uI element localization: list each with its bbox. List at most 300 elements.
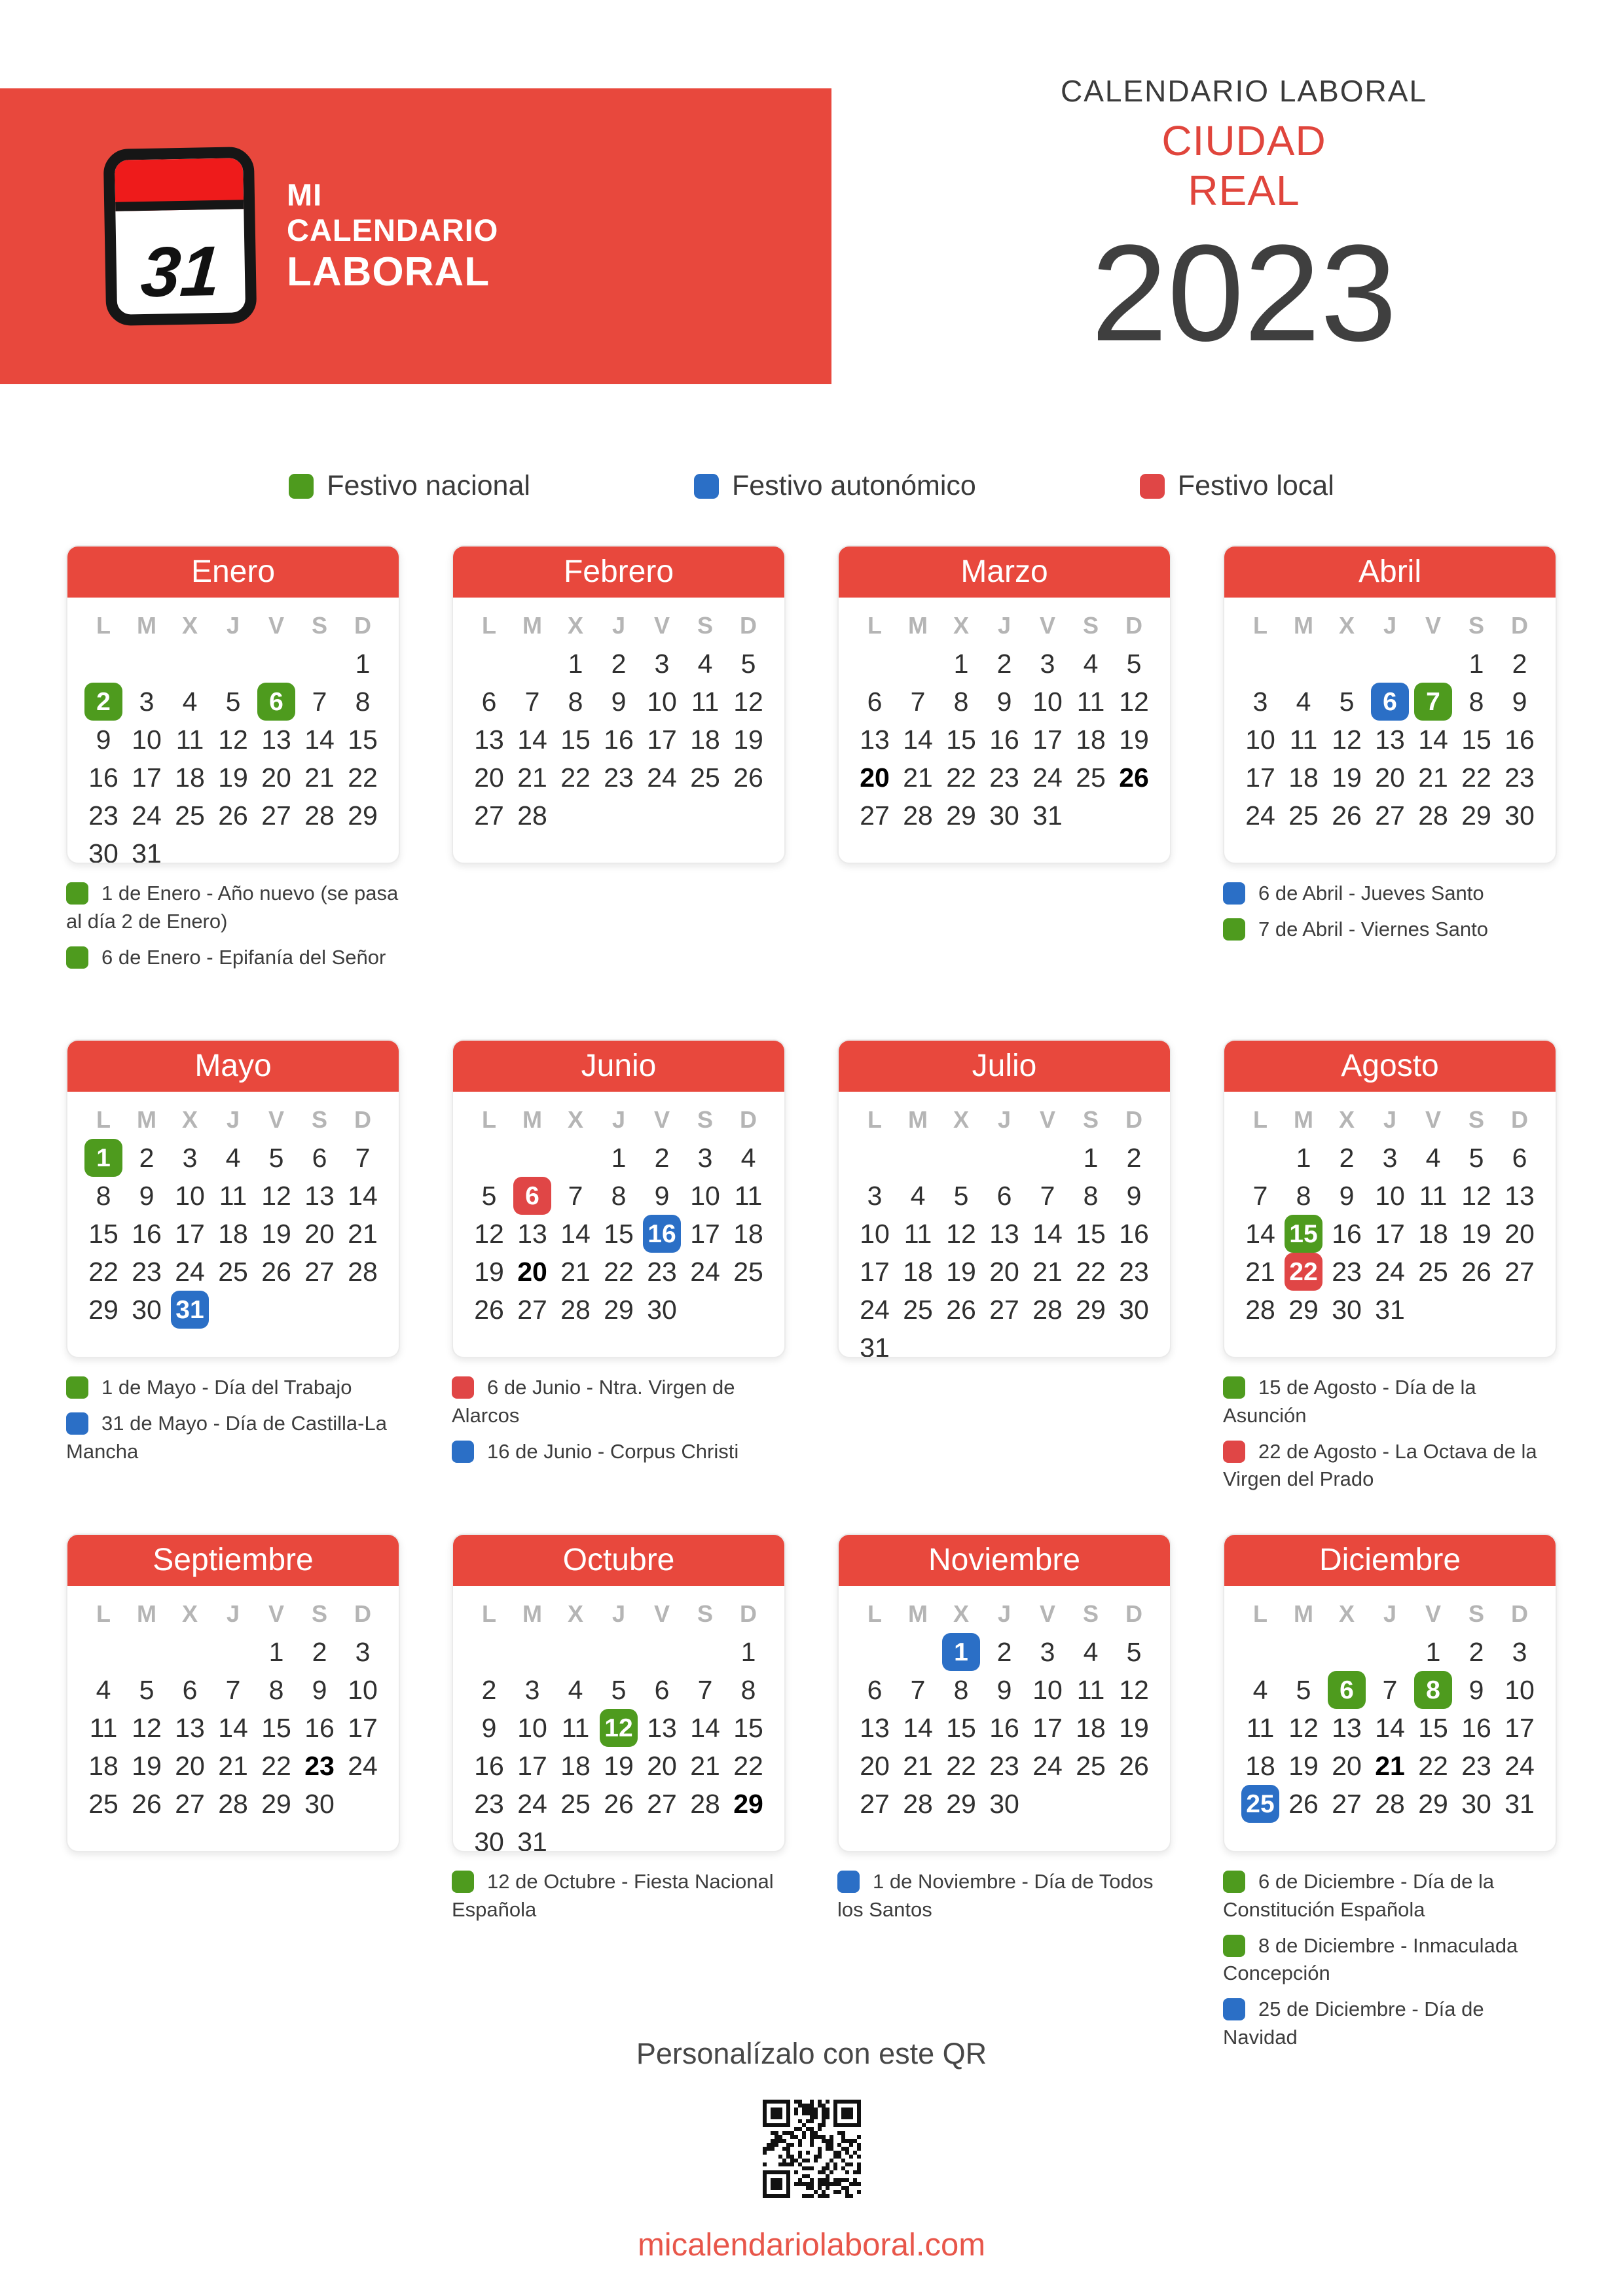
day-cell: 23 (604, 762, 634, 793)
day-cell: 22 (946, 762, 976, 793)
weekday-label: S (1082, 1600, 1099, 1627)
day-grid (467, 1139, 770, 1329)
day-cell: 24 (132, 800, 162, 831)
day-cell: 19 (1119, 1712, 1149, 1743)
weekday-label: V (268, 1600, 284, 1627)
day-cell: 4 (1083, 1636, 1099, 1667)
day-cell: 4 (225, 1142, 241, 1173)
day-cell: 21 (1375, 1750, 1405, 1781)
day-cell: 13 (860, 1712, 890, 1743)
day-cell: 26 (733, 762, 763, 793)
holiday-note: 1 de Noviembre - Día de Todos los Santos (837, 1870, 1154, 1921)
national-holiday-swatch-icon (66, 1376, 88, 1399)
day-cell: 23 (647, 1256, 677, 1287)
day-cell: 9 (139, 1180, 155, 1211)
day-cell: 12 (261, 1180, 291, 1211)
day-cell: 14 (903, 724, 933, 755)
weekday-header-row (853, 1101, 1156, 1139)
day-cell: 14 (1375, 1712, 1405, 1743)
month-card-marzo (837, 545, 1171, 864)
day-cell: 6 (867, 686, 883, 717)
day-cell: 5 (1296, 1674, 1311, 1705)
day-cell: 26 (218, 800, 248, 831)
day-cell: 24 (1504, 1750, 1535, 1781)
month-card-mayo (66, 1039, 400, 1358)
weekday-label: S (1082, 1106, 1099, 1133)
month-notes (837, 1868, 1171, 1924)
day-cell: 13 (860, 724, 890, 755)
weekday-label: S (311, 1600, 327, 1627)
day-cell: 30 (1461, 1788, 1491, 1819)
day-cell: 13 (1504, 1180, 1535, 1211)
weekday-label: M (522, 1600, 542, 1627)
day-cell: 21 (348, 1218, 378, 1249)
day-cell: 3 (1040, 648, 1055, 679)
day-cell: 9 (1339, 1180, 1355, 1211)
month-title: Mayo (66, 1039, 400, 1092)
day-cell: 30 (989, 1788, 1019, 1819)
weekday-label: S (1468, 1106, 1484, 1133)
weekday-header-row (1239, 1595, 1541, 1633)
day-cell: 5 (1339, 686, 1355, 717)
day-cell: 25 (1288, 800, 1319, 831)
day-cell: 5 (611, 1674, 627, 1705)
weekday-header-row (1239, 1101, 1541, 1139)
day-cell: 6 (654, 1674, 670, 1705)
day-cell: 15 (88, 1218, 119, 1249)
day-cell: 20 (1375, 762, 1405, 793)
month-block-enero (66, 545, 400, 1039)
day-cell: 3 (1382, 1142, 1398, 1173)
month-card-enero (66, 545, 400, 864)
day-cell: 29 (1076, 1294, 1106, 1325)
day-cell: 3 (524, 1674, 540, 1705)
legend-label-local: Festivo local (1177, 470, 1334, 501)
day-cell: 6 (312, 1142, 327, 1173)
day-cell: 7 (1382, 1674, 1398, 1705)
day-cell: 10 (1245, 724, 1275, 755)
month-title: Junio (452, 1039, 786, 1092)
day-cell: 17 (132, 762, 162, 793)
month-card-junio (452, 1039, 786, 1358)
month-block-diciembre (1223, 1534, 1557, 2049)
day-cell: 21 (517, 762, 547, 793)
day-cell: 1 (740, 1636, 756, 1667)
day-cell: 24 (1375, 1256, 1405, 1287)
day-cell: 30 (88, 838, 119, 864)
day-cell: 17 (647, 724, 677, 755)
day-cell: 20 (860, 762, 890, 793)
weekday-label: J (611, 612, 626, 639)
day-cell: 14 (903, 1712, 933, 1743)
day-cell: 14 (348, 1180, 378, 1211)
day-cell: 12 (474, 1218, 504, 1249)
weekday-header-row (82, 1595, 384, 1633)
weekday-label: X (1338, 1600, 1355, 1627)
day-cell: 18 (1076, 1712, 1106, 1743)
day-cell: 18 (175, 762, 205, 793)
day-cell: 25 (560, 1788, 591, 1819)
day-cell: 14 (304, 724, 335, 755)
day-cell: 27 (1375, 800, 1405, 831)
day-cell: 16 (1332, 1218, 1362, 1249)
weekday-label: V (1425, 612, 1441, 639)
day-cell: 7 (225, 1674, 241, 1705)
day-cell: 3 (697, 1142, 713, 1173)
month-block-octubre (452, 1534, 786, 2028)
day-cell: 11 (1076, 1674, 1105, 1705)
day-cell: 1 (1296, 1142, 1311, 1173)
day-cell: 15 (1418, 1712, 1448, 1743)
day-cell: 3 (182, 1142, 198, 1173)
day-cell: 23 (88, 800, 119, 831)
holiday-day-autonomic: 16 (643, 1215, 681, 1253)
day-cell: 23 (989, 1750, 1019, 1781)
day-cell: 5 (953, 1180, 969, 1211)
day-cell: 13 (304, 1180, 335, 1211)
day-cell: 25 (1418, 1256, 1448, 1287)
month-body (839, 1092, 1170, 1358)
day-cell: 4 (1296, 686, 1311, 717)
day-cell: 17 (1032, 1712, 1063, 1743)
day-grid (853, 645, 1156, 834)
day-cell: 30 (474, 1826, 504, 1852)
day-cell: 28 (903, 1788, 933, 1819)
local-holiday-swatch-icon (1140, 474, 1165, 499)
holiday-note: 8 de Diciembre - Inmaculada Concepción (1223, 1933, 1518, 1985)
day-cell: 26 (1461, 1256, 1491, 1287)
autonomic-holiday-swatch-icon (66, 1412, 88, 1435)
day-cell: 22 (733, 1750, 763, 1781)
day-grid (82, 1633, 384, 1823)
weekday-label: M (1294, 1106, 1313, 1133)
day-cell: 23 (1461, 1750, 1491, 1781)
day-cell: 31 (860, 1332, 890, 1358)
day-cell: 2 (611, 648, 627, 679)
day-cell: 21 (903, 762, 933, 793)
day-cell: 24 (647, 762, 677, 793)
day-cell: 24 (1245, 800, 1275, 831)
day-cell: 20 (175, 1750, 205, 1781)
day-cell: 29 (1418, 1788, 1448, 1819)
day-cell: 5 (139, 1674, 155, 1705)
day-cell: 11 (219, 1180, 247, 1211)
day-cell: 15 (1076, 1218, 1106, 1249)
brand-line-calendario: CALENDARIO (287, 213, 499, 248)
day-cell: 20 (989, 1256, 1019, 1287)
holiday-day-autonomic: 31 (171, 1291, 209, 1329)
holiday-note: 15 de Agosto - Día de la Asunción (1223, 1376, 1476, 1427)
day-cell: 19 (946, 1256, 976, 1287)
day-cell: 9 (1512, 686, 1527, 717)
day-cell: 12 (1119, 686, 1149, 717)
day-cell: 4 (1252, 1674, 1268, 1705)
legend-item-local (1140, 470, 1334, 502)
month-body (839, 598, 1170, 834)
day-cell: 22 (88, 1256, 119, 1287)
day-cell: 4 (96, 1674, 111, 1705)
day-cell: 19 (1119, 724, 1149, 755)
day-cell: 8 (953, 1674, 969, 1705)
day-cell: 7 (355, 1142, 371, 1173)
day-cell: 26 (261, 1256, 291, 1287)
holiday-day-national: 15 (1285, 1215, 1322, 1253)
day-cell: 12 (1119, 1674, 1149, 1705)
day-cell: 27 (474, 800, 504, 831)
day-cell: 17 (1375, 1218, 1405, 1249)
month-title: Enero (66, 545, 400, 598)
day-cell: 21 (304, 762, 335, 793)
day-cell: 29 (604, 1294, 634, 1325)
day-cell: 7 (312, 686, 327, 717)
day-cell: 3 (1040, 1636, 1055, 1667)
holiday-day-local: 22 (1285, 1253, 1322, 1291)
day-cell (171, 1291, 209, 1329)
day-cell: 27 (175, 1788, 205, 1819)
month-block-febrero (452, 545, 786, 1039)
day-cell: 20 (517, 1256, 547, 1287)
day-cell: 29 (348, 800, 378, 831)
website-link[interactable]: micalendariolaboral.com (637, 2227, 986, 2263)
weekday-label: L (96, 1600, 111, 1627)
weekday-label: S (1468, 1600, 1484, 1627)
day-cell (84, 1139, 122, 1177)
national-holiday-swatch-icon (1223, 918, 1245, 941)
day-cell: 5 (481, 1180, 497, 1211)
weekday-label: S (311, 1106, 327, 1133)
weekday-label: V (653, 1600, 670, 1627)
month-card-septiembre (66, 1534, 400, 1852)
day-cell: 14 (560, 1218, 591, 1249)
day-cell: 5 (1126, 1636, 1142, 1667)
day-cell: 3 (1512, 1636, 1527, 1667)
weekday-label: S (1082, 612, 1099, 639)
day-cell: 21 (690, 1750, 720, 1781)
day-cell: 16 (989, 724, 1019, 755)
day-cell (1285, 1215, 1322, 1253)
day-cell: 13 (647, 1712, 677, 1743)
day-cell: 16 (989, 1712, 1019, 1743)
weekday-label: D (740, 1106, 757, 1133)
day-cell: 16 (604, 724, 634, 755)
day-cell: 17 (175, 1218, 205, 1249)
day-grid (467, 645, 770, 834)
weekday-header-row (853, 1595, 1156, 1633)
weekday-label: V (653, 1106, 670, 1133)
weekday-label: L (482, 1106, 496, 1133)
day-cell: 10 (517, 1712, 547, 1743)
day-cell: 18 (733, 1218, 763, 1249)
day-cell: 20 (1504, 1218, 1535, 1249)
month-title: Octubre (452, 1534, 786, 1586)
day-cell: 31 (1375, 1294, 1405, 1325)
day-cell: 31 (1032, 800, 1063, 831)
legend (0, 470, 1623, 502)
day-cell: 26 (474, 1294, 504, 1325)
weekday-label: D (354, 1106, 371, 1133)
day-cell: 23 (989, 762, 1019, 793)
day-cell: 25 (88, 1788, 119, 1819)
day-cell: 27 (647, 1788, 677, 1819)
day-cell: 2 (312, 1636, 327, 1667)
autonomic-holiday-swatch-icon (1223, 882, 1245, 905)
weekday-label: L (96, 612, 111, 639)
brand-wordmark (287, 177, 498, 296)
brand-line-laboral: LABORAL (287, 249, 490, 295)
day-cell: 1 (1083, 1142, 1099, 1173)
day-grid (82, 645, 384, 864)
autonomic-holiday-swatch-icon (1223, 1998, 1245, 2020)
weekday-label: L (96, 1106, 111, 1133)
autonomic-holiday-swatch-icon (837, 1871, 860, 1893)
day-grid (1239, 1139, 1541, 1329)
day-cell: 15 (1461, 724, 1491, 755)
day-cell: 8 (355, 686, 371, 717)
day-grid (1239, 645, 1541, 834)
month-body (1224, 598, 1556, 834)
day-cell: 30 (1332, 1294, 1362, 1325)
weekday-label: X (181, 1600, 198, 1627)
day-cell: 25 (733, 1256, 763, 1287)
day-cell: 13 (517, 1218, 547, 1249)
day-cell: 30 (1119, 1294, 1149, 1325)
day-cell: 13 (175, 1712, 205, 1743)
day-cell: 25 (690, 762, 720, 793)
day-cell: 31 (1504, 1788, 1535, 1819)
day-cell: 21 (1245, 1256, 1275, 1287)
local-holiday-swatch-icon (1223, 1441, 1245, 1463)
month-body (839, 1586, 1170, 1823)
day-cell: 28 (1245, 1294, 1275, 1325)
day-cell: 24 (1032, 762, 1063, 793)
day-cell: 4 (568, 1674, 583, 1705)
holiday-note: 6 de Diciembre - Día de la Constitución Española (1223, 1870, 1495, 1921)
weekday-label: M (1294, 1600, 1313, 1627)
day-cell (1241, 1785, 1279, 1823)
weekday-label: V (1039, 1106, 1055, 1133)
day-cell: 11 (734, 1180, 763, 1211)
weekday-label: J (1383, 612, 1397, 639)
day-cell: 15 (348, 724, 378, 755)
month-block-mayo (66, 1039, 400, 1534)
holiday-day-local: 6 (513, 1177, 551, 1215)
day-cell: 4 (1083, 648, 1099, 679)
holiday-day-national: 7 (1414, 683, 1452, 721)
day-cell: 20 (304, 1218, 335, 1249)
weekday-label: D (354, 1600, 371, 1627)
day-cell: 12 (733, 686, 763, 717)
day-cell: 11 (1289, 724, 1318, 755)
day-cell (942, 1633, 980, 1671)
day-cell: 14 (1418, 724, 1448, 755)
day-cell: 9 (481, 1712, 497, 1743)
day-cell: 16 (1119, 1218, 1149, 1249)
month-card-diciembre (1223, 1534, 1557, 1852)
month-card-julio (837, 1039, 1171, 1358)
day-cell: 23 (1332, 1256, 1362, 1287)
holiday-note: 12 de Octubre - Fiesta Nacional Española (452, 1870, 774, 1921)
day-cell: 11 (903, 1218, 932, 1249)
day-cell: 29 (1461, 800, 1491, 831)
holiday-note: 1 de Mayo - Día del Trabajo (66, 1374, 400, 1402)
weekday-label: M (1294, 612, 1313, 639)
day-cell: 9 (1468, 1674, 1484, 1705)
day-cell: 25 (1076, 762, 1106, 793)
month-title: Abril (1223, 545, 1557, 598)
weekday-header-row (1239, 607, 1541, 645)
day-cell: 9 (654, 1180, 670, 1211)
holiday-note: 31 de Mayo - Día de Castilla-La Mancha (66, 1411, 387, 1463)
day-cell: 26 (1119, 762, 1149, 793)
day-cell: 11 (1246, 1712, 1275, 1743)
day-cell: 30 (304, 1788, 335, 1819)
day-cell: 1 (953, 648, 969, 679)
holiday-note: 22 de Agosto - La Octava de la Virgen del Prado (1223, 1439, 1537, 1491)
day-cell: 17 (1245, 762, 1275, 793)
day-cell: 15 (946, 1712, 976, 1743)
weekday-label: L (867, 1600, 882, 1627)
day-cell: 5 (740, 648, 756, 679)
day-cell: 1 (268, 1636, 284, 1667)
legend-label-autonomic: Festivo autonómico (731, 470, 976, 501)
day-cell: 21 (218, 1750, 248, 1781)
day-cell: 19 (474, 1256, 504, 1287)
day-cell: 14 (1032, 1218, 1063, 1249)
day-cell: 22 (560, 762, 591, 793)
day-cell: 9 (611, 686, 627, 717)
day-cell: 8 (96, 1180, 111, 1211)
national-holiday-swatch-icon (66, 882, 88, 905)
heading-city-line2: REAL (1188, 166, 1300, 214)
weekday-label: L (1253, 1106, 1267, 1133)
day-cell: 23 (1119, 1256, 1149, 1287)
month-card-febrero (452, 545, 786, 864)
national-holiday-swatch-icon (1223, 1376, 1245, 1399)
day-cell: 16 (474, 1750, 504, 1781)
weekday-label: V (268, 612, 284, 639)
calendar-icon-number: 31 (138, 230, 223, 312)
weekday-label: J (997, 1106, 1012, 1133)
month-title: Julio (837, 1039, 1171, 1092)
day-cell: 3 (867, 1180, 883, 1211)
weekday-header-row (82, 607, 384, 645)
day-cell: 5 (1468, 1142, 1484, 1173)
weekday-label: X (181, 1106, 198, 1133)
day-cell: 7 (910, 1674, 926, 1705)
day-cell: 10 (132, 724, 162, 755)
weekday-label: D (354, 612, 371, 639)
day-cell: 19 (132, 1750, 162, 1781)
legend-item-national (289, 470, 530, 502)
national-holiday-swatch-icon (1223, 1871, 1245, 1893)
day-cell: 1 (611, 1142, 627, 1173)
day-cell: 19 (261, 1218, 291, 1249)
day-cell: 25 (903, 1294, 933, 1325)
weekday-label: X (181, 612, 198, 639)
day-cell: 5 (268, 1142, 284, 1173)
day-cell: 29 (733, 1788, 763, 1819)
day-cell: 4 (1425, 1142, 1441, 1173)
day-cell: 18 (1418, 1218, 1448, 1249)
day-cell: 30 (989, 800, 1019, 831)
day-cell: 2 (654, 1142, 670, 1173)
day-cell: 10 (1032, 686, 1063, 717)
month-block-agosto (1223, 1039, 1557, 1534)
day-cell: 30 (132, 1294, 162, 1325)
day-cell: 9 (312, 1674, 327, 1705)
holiday-day-autonomic: 1 (942, 1633, 980, 1671)
weekday-label: D (1511, 612, 1528, 639)
